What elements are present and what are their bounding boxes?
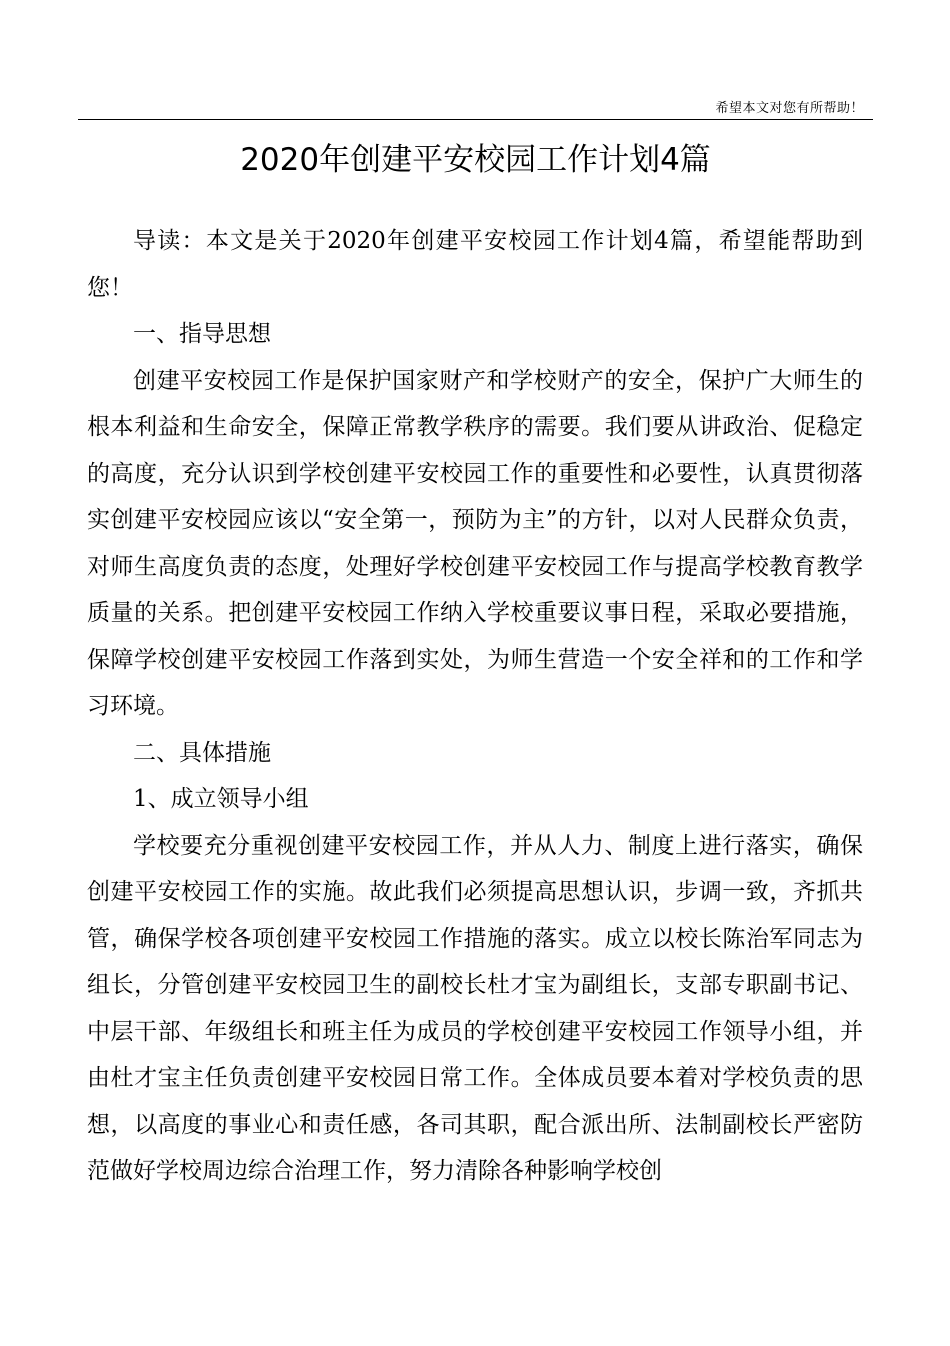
document-body bbox=[87, 218, 863, 1195]
section-heading-specific-measures: 二、具体措施 bbox=[133, 739, 271, 766]
header-divider bbox=[78, 119, 873, 120]
section-heading-guiding-ideology: 一、指导思想 bbox=[133, 321, 271, 347]
subsection-heading-leadership-group: 1、成立领导小组 bbox=[133, 786, 309, 812]
document-title: 2020年创建平安校园工作计划4篇 bbox=[240, 142, 711, 178]
body-paragraph: 创建平安校园工作是保护国家财产和学校财产的安全，保护广大师生的根本利益和生命安全，保障正常教学秩序的需要。我们要从讲政治、促稳定的高度，充分认识到学校创建平安校园工作的重要性和必要性，认真贯彻落实创建平安校园应该以“安全第一，预防为主”的方针，以对人民群众负责，对师生高度负责的态度，处理好学校创建平安校园工作与提高学校教育教学质量的关系。把创建平安校园工作纳入学校重要议事日程，采取必要措施，保障学校创建平安校园工作落到实处，为师生营造一个安全祥和的工作和学习环境。 bbox=[87, 367, 863, 719]
header-note: 希望本文对您有所帮助！ bbox=[715, 101, 864, 116]
body-paragraph: 学校要充分重视创建平安校园工作，并从人力、制度上进行落实，确保创建平安校园工作的实施。故此我们必须提高思想认识，步调一致，齐抓共管，确保学校各项创建平安校园工作措施的落实。成立以校长陈治军同志为组长，分管创建平安校园卫生的副校长杜才宝为副组长，支部专职副书记、中层干部、年级组长和班主任为成员的学校创建平安校园工作领导小组，并由杜才宝主任负责创建平安校园日常工作。全体成员要本着对学校负责的思想，以高度的事业心和责任感，各司其职，配合派出所、法制副校长严密防范做好学校周边综合治理工作，努力清除各种影响学校创 bbox=[87, 832, 863, 1184]
intro-paragraph: 导读：本文是关于2020年创建平安校园工作计划4篇，希望能帮助到您！ bbox=[87, 228, 863, 301]
